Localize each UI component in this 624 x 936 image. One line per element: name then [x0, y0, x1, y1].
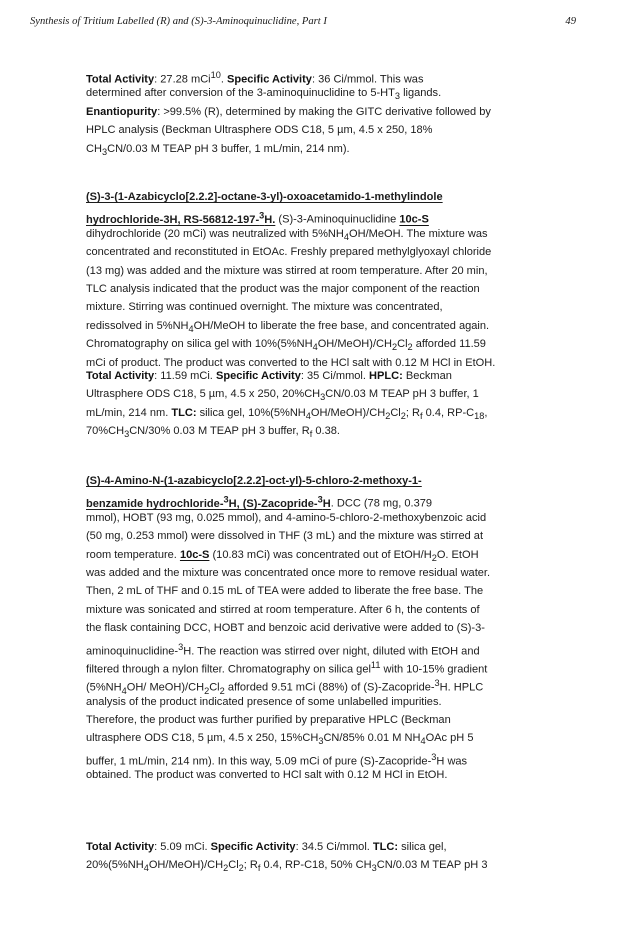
- text-run: 20%(5%NH: [86, 859, 144, 872]
- text-run: (S)-3-Aminoquinuclidine: [275, 214, 400, 227]
- label-total-activity: Total Activity: [86, 370, 155, 382]
- subscript: 4: [305, 410, 311, 421]
- text-line: [86, 674, 582, 697]
- text-run: CN/0.03 M TEAP pH 3 buffer, 1: [325, 388, 479, 401]
- subscript: 2: [391, 342, 398, 353]
- subscript: 3: [318, 736, 324, 747]
- text-run: with 10-15% gradient: [380, 663, 488, 676]
- text-line: [86, 527, 582, 545]
- text-run: TLC analysis indicated that the product was the major component of the reaction: [86, 282, 480, 295]
- text-run: afforded 9.51 mCi (88%) of (S)-Zacopride-: [224, 681, 435, 694]
- footnote-ref: 10: [210, 70, 221, 80]
- text-run: CN/0.03 M TEAP pH 3: [376, 859, 488, 872]
- text-run: H, (S)-Zacopride-: [228, 498, 318, 511]
- text-run: CN/0.03 M TEAP pH 3 buffer, 1 mL/min, 214 nm).: [107, 142, 350, 155]
- text-line: [86, 693, 582, 711]
- text-line: [86, 66, 582, 84]
- text-run: Therefore, the product was further purified by preparative HPLC (Beckman: [86, 714, 451, 727]
- text-run: Cl: [209, 681, 220, 694]
- text-line: [86, 84, 582, 102]
- text-line: [86, 711, 582, 729]
- text-run: mixture was sonicated and stirred at room temperature. After 6 h, the contents of: [86, 603, 480, 616]
- text-run: 0.4, RP-C: [422, 406, 475, 419]
- text-run: the flask containing DCC, HOBT and benzoic acid derivative were added to (S)-3-: [86, 622, 485, 635]
- subscript: 2: [431, 552, 437, 563]
- superscript: 3: [434, 678, 440, 689]
- text-line: [86, 206, 582, 227]
- text-line: [86, 856, 582, 874]
- paragraph-r-activity: [86, 66, 582, 158]
- paragraph-zacopride-activity: [86, 838, 582, 875]
- label-total-activity: Total Activity: [86, 841, 155, 853]
- text-run: H was: [436, 755, 468, 768]
- subscript: 3: [394, 91, 400, 102]
- subscript: f: [257, 863, 261, 874]
- text-run: CH: [86, 142, 102, 155]
- subscript: 2: [219, 686, 225, 697]
- paragraph-indole-activity: [86, 367, 582, 441]
- text-run: was added and the mixture was concentrated once more to remove residual water.: [86, 566, 491, 579]
- text-run: . DCC (78 mg, 0.379: [330, 498, 433, 511]
- subscript: f: [420, 410, 423, 421]
- subscript: 4: [343, 231, 349, 242]
- compound-heading: (S)-3-(1-Azabicyclo[2.2.2]-octane-3-yl)-oxoacetamido-1-methylindole: [86, 191, 443, 203]
- text-run: silica gel, 10%(5%NH: [196, 406, 306, 419]
- superscript: 3: [223, 494, 229, 505]
- text-run: : 35 Ci/mmol.: [300, 370, 370, 382]
- text-run: H: [322, 498, 331, 511]
- text-run: OH/MeOH. The mixture was: [349, 227, 488, 240]
- text-run: buffer, 1 mL/min, 214 nm). In this way, 5.09 mCi of pure (S)-Zacopride-: [86, 755, 432, 768]
- text-run: H.: [264, 214, 276, 227]
- subscript: 2: [223, 863, 229, 874]
- text-run: 70%CH: [86, 425, 125, 438]
- text-line: [86, 766, 582, 784]
- text-line: [86, 838, 582, 856]
- text-run: ; R: [405, 406, 420, 419]
- text-line: [86, 367, 582, 385]
- text-line: [86, 619, 582, 637]
- subscript: 4: [312, 342, 318, 353]
- text-run: ligands.: [400, 87, 442, 100]
- text-line: [86, 335, 582, 353]
- label-specific-activity: Specific Activity: [227, 73, 312, 86]
- compound-ref: 10c-S: [179, 548, 210, 561]
- compound-ref: 10c-S: [399, 214, 429, 227]
- superscript: 3: [178, 641, 184, 652]
- text-line: [86, 490, 582, 511]
- text-line: [86, 729, 582, 747]
- text-run: ; R: [243, 859, 258, 872]
- text-run: redissolved in 5%NH: [86, 319, 189, 332]
- text-run: O. EtOH: [436, 548, 479, 561]
- subscript: 2: [385, 410, 391, 421]
- text-line: [86, 638, 582, 656]
- text-line: [86, 748, 582, 766]
- text-run: ,: [484, 406, 488, 419]
- text-line: [86, 472, 582, 490]
- text-run: CN/85% 0.01 M NH: [323, 732, 421, 745]
- label-specific-activity: Specific Activity: [210, 841, 296, 853]
- subscript: 4: [143, 863, 149, 874]
- text-run: (13 mg) was added and the mixture was stirred at room temperature. After 20 min,: [86, 264, 488, 277]
- text-line: [86, 582, 582, 600]
- text-run: : 5.09 mCi.: [154, 841, 211, 853]
- compound-heading: (S)-4-Amino-N-(1-azabicyclo[2.2.2]-oct-yl)-5-chloro-2-methoxy-1-: [86, 475, 422, 487]
- text-run: concentrated and reconstituted in EtOAc. Freshly prepared methylglyoxayl chloride: [86, 246, 492, 259]
- page-number: 49: [565, 16, 576, 27]
- text-run: mixture. Stirring was continued overnight. The mixture was concentrated,: [86, 301, 443, 314]
- label-enantiopurity: Enantiopurity: [86, 105, 158, 118]
- label-tlc: TLC:: [372, 841, 399, 853]
- text-run: (10.83 mCi) was concentrated out of EtOH/H: [209, 548, 432, 561]
- text-run: .: [220, 73, 228, 86]
- text-line: [86, 656, 582, 674]
- text-run: OAc pH 5: [425, 732, 474, 745]
- text-run: CN/30% 0.03 M TEAP pH 3 buffer, R: [129, 425, 310, 438]
- text-run: Then, 2 mL of THF and 0.15 mL of TEA were added to liberate the free base. The: [86, 585, 484, 598]
- text-line: [86, 262, 582, 280]
- text-line: [86, 422, 582, 440]
- text-run: determined after conversion of the 3-aminoquinuclidine to 5-HT: [86, 87, 395, 100]
- text-run: Ultrasphere ODS C18, 5 µm, 4.5 x 250, 20%CH: [86, 388, 321, 401]
- text-line: [86, 188, 582, 206]
- text-run: : >99.5% (R), determined by making the GITC derivative followed by: [157, 105, 491, 118]
- subscript: 4: [188, 323, 194, 334]
- text-run: Beckman: [402, 370, 452, 382]
- superscript: 3: [317, 494, 323, 505]
- text-run: mmol), HOBT (93 mg, 0.025 mmol), and 4-amino-5-chloro-2-methoxybenzoic acid: [86, 511, 487, 524]
- running-header: [30, 16, 576, 34]
- label-tlc: TLC:: [171, 406, 197, 419]
- text-run: Chromatography on silica gel with 10%(5%NH: [86, 338, 313, 351]
- superscript: 3: [431, 751, 437, 762]
- text-run: obtained. The product was converted to HCl salt with 0.12 M HCl in EtOH.: [86, 769, 448, 782]
- text-run: mCi of product. The product was converted to the HCl salt with 0.12 M HCl in EtOH.: [86, 356, 496, 369]
- subscript: 2: [238, 863, 244, 874]
- text-line: [86, 243, 582, 261]
- text-line: [86, 509, 582, 527]
- text-run: 0.38.: [312, 425, 340, 438]
- text-run: OH/MeOH to liberate the free base, and concentrated again.: [193, 319, 490, 332]
- superscript: 3: [259, 210, 265, 221]
- text-line: [86, 225, 582, 243]
- text-run: benzamide hydrochloride-: [86, 498, 224, 511]
- text-run: : 34.5 Ci/mmol.: [295, 841, 373, 853]
- text-run: room temperature.: [86, 548, 180, 561]
- text-run: H. The reaction was stirred over night, diluted with EtOH and: [183, 645, 480, 658]
- text-line: [86, 140, 582, 158]
- subscript: 2: [407, 342, 413, 353]
- subscript: 3: [371, 863, 377, 874]
- footnote-ref: 11: [370, 659, 381, 670]
- text-run: hydrochloride-3H, RS-56812-197-: [86, 214, 260, 227]
- text-run: H. HPLC: [439, 681, 484, 694]
- subscript: 3: [320, 392, 326, 403]
- text-line: [86, 298, 582, 316]
- text-run: analysis of the product indicated presence of some unlabelled impurities.: [86, 695, 442, 708]
- text-line: [86, 601, 582, 619]
- text-run: aminoquinuclidine-: [86, 645, 179, 658]
- text-run: mL/min, 214 nm.: [86, 406, 172, 419]
- text-run: OH/MeOH)/CH: [317, 338, 392, 351]
- text-line: [86, 564, 582, 582]
- subscript: f: [309, 429, 313, 440]
- text-line: [86, 121, 582, 139]
- text-run: : 36 Ci/mmol. This was: [311, 73, 424, 86]
- text-run: Cl: [397, 338, 408, 351]
- text-run: OH/MeOH)/CH: [310, 406, 386, 419]
- text-run: OH/ MeOH)/CH: [126, 681, 205, 694]
- text-line: [86, 385, 582, 403]
- text-run: Cl: [390, 406, 401, 419]
- subscript: 3: [124, 429, 130, 440]
- text-run: : 27.28 mCi: [154, 73, 211, 86]
- text-run: HPLC analysis (Beckman Ultrasphere ODS C18, 5 µm, 4.5 x 250, 18%: [86, 124, 433, 137]
- text-run: OH/MeOH)/CH: [148, 859, 224, 872]
- text-run: dihydrochloride (20 mCi) was neutralized with 5%NH: [86, 227, 344, 240]
- text-run: ultrasphere ODS C18, 5 µm, 4.5 x 250, 15%CH: [86, 732, 319, 745]
- text-run: : 11.59 mCi.: [154, 370, 216, 382]
- subscript: 2: [204, 686, 210, 697]
- subscript: 2: [400, 410, 406, 421]
- text-line: [86, 404, 582, 422]
- label-hplc: HPLC:: [369, 370, 403, 382]
- text-run: Cl: [228, 859, 239, 872]
- subscript: 3: [101, 146, 108, 157]
- paragraph-indole-synthesis: [86, 188, 582, 372]
- text-line: [86, 103, 582, 121]
- text-run: silica gel,: [398, 841, 447, 853]
- subscript: 4: [420, 736, 426, 747]
- text-run: (5%NH: [86, 681, 122, 694]
- text-line: [86, 546, 582, 564]
- paragraph-zacopride-synthesis: [86, 472, 582, 785]
- label-total-activity: Total Activity: [86, 73, 155, 86]
- text-run: afforded 11.59: [412, 338, 486, 351]
- subscript: 18: [474, 410, 485, 421]
- text-run: 0.4, RP-C18, 50% CH: [260, 859, 372, 872]
- text-line: [86, 280, 582, 298]
- text-run: filtered through a nylon filter. Chromatography on silica gel: [86, 663, 371, 676]
- text-line: [86, 317, 582, 335]
- label-specific-activity: Specific Activity: [215, 370, 301, 382]
- subscript: 4: [121, 686, 127, 697]
- running-title: Synthesis of Tritium Labelled (R) and (S)-3-Aminoquinuclidine, Part I: [30, 16, 327, 27]
- text-run: (50 mg, 0.253 mmol) were dissolved in THF (3 mL) and the mixture was stirred at: [86, 530, 484, 543]
